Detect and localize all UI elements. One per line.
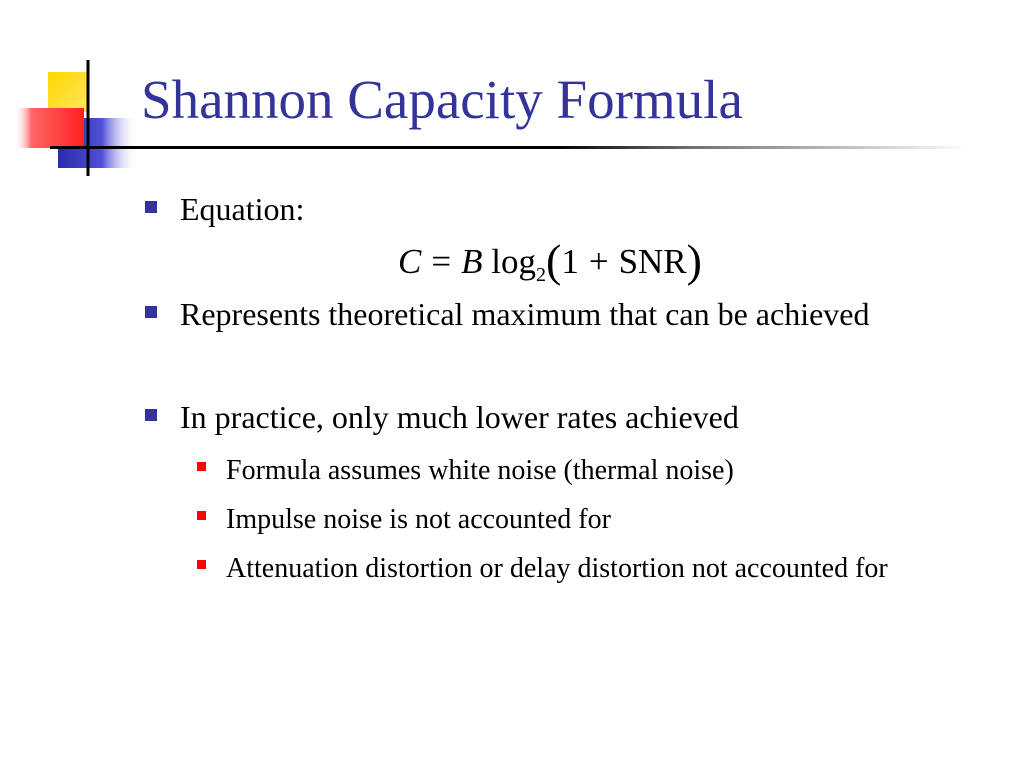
logo-red-square: [14, 108, 84, 148]
equation-bandwidth: B: [461, 242, 483, 281]
square-bullet-icon: [145, 306, 157, 318]
equation-log: log: [491, 242, 536, 281]
equation-plus: +: [588, 242, 609, 281]
sub-bullet-text: Attenuation distortion or delay distortion not accounted for: [226, 553, 888, 584]
title-divider: [50, 146, 970, 149]
sub-bullet-attenuation-distortion: [197, 548, 997, 589]
shannon-equation: [398, 236, 702, 300]
bullet-text: In practice, only much lower rates achieved: [180, 399, 739, 435]
sub-bullet-white-noise: [197, 450, 997, 491]
sub-bullet-text: Formula assumes white noise (thermal noise): [226, 455, 734, 486]
square-bullet-icon: [197, 462, 206, 471]
bullet-theoretical-maximum: [145, 292, 905, 337]
overlapping-squares-logo-icon: [0, 0, 140, 180]
square-bullet-icon: [197, 511, 206, 520]
equation-capacity: C: [398, 242, 422, 281]
bullet-text: Equation:: [180, 191, 305, 227]
equation-snr: SNR: [618, 242, 687, 281]
square-bullet-icon: [145, 201, 157, 213]
equation-one: 1: [561, 242, 579, 281]
sub-bullet-text: Impulse noise is not accounted for: [226, 504, 611, 535]
equation-close-paren: ): [686, 235, 702, 286]
square-bullet-icon: [145, 409, 157, 421]
bullet-equation: [145, 187, 985, 232]
logo-yellow-square: [48, 72, 88, 112]
equation-equals: =: [431, 242, 452, 281]
equation-open-paren: (: [545, 235, 562, 286]
slide-title: Shannon Capacity Formula: [141, 69, 743, 130]
equation-log-base: 2: [535, 264, 546, 286]
square-bullet-icon: [197, 560, 206, 569]
bullet-text: Represents theoretical maximum that can be achieved: [180, 296, 870, 332]
bullet-in-practice: [145, 395, 985, 440]
sub-bullet-impulse-noise: [197, 499, 997, 540]
